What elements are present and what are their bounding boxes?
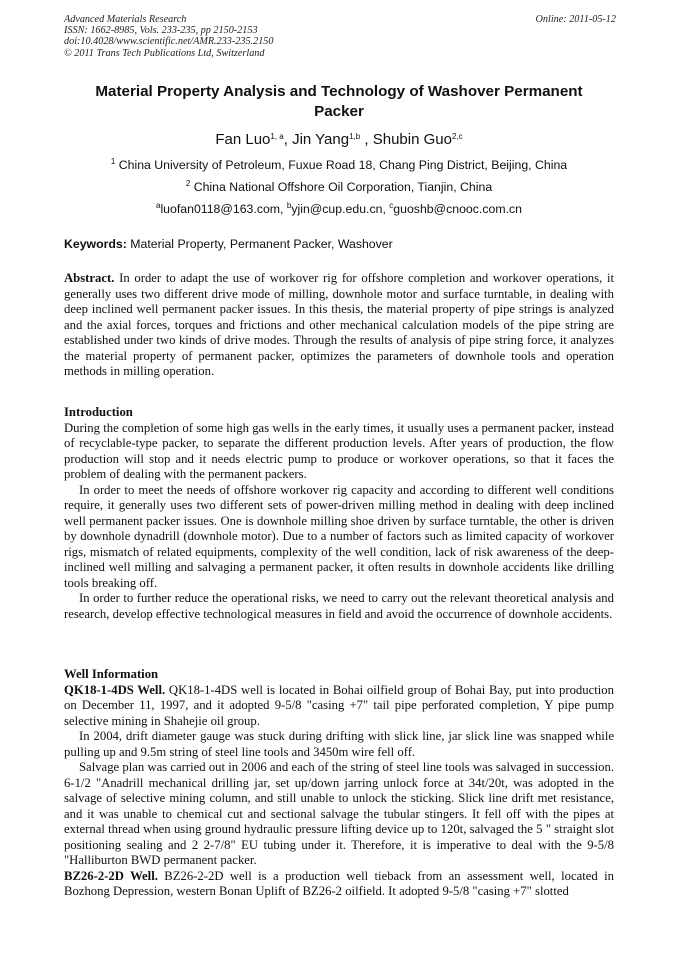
introduction-section	[64, 405, 614, 622]
email-text: guoshb@cnooc.com.cn	[393, 202, 522, 216]
author-name: Fan Luo	[215, 131, 271, 148]
affiliation-2	[64, 180, 614, 194]
email-superscript: a	[156, 201, 161, 210]
paragraph-qk18	[64, 683, 614, 730]
affiliation-1	[64, 158, 614, 172]
run-in-heading-qk18: QK18-1-4DS Well.	[64, 682, 166, 697]
affiliation-superscript: 1	[110, 157, 116, 166]
run-in-heading-bz26: BZ26-2-2D Well.	[64, 868, 158, 883]
author-superscript: 1, a	[270, 132, 284, 141]
paragraph-text: QK18-1-4DS well is located in Bohai oilfield group of Bohai Bay, put into production on December 11, 1997, and it adopted 9-5/8 "casing +7" tail pipe perforated completion, Y pipe pump selective mining in Shahejie oil group.	[64, 682, 614, 728]
doi-line: doi:10.4028/www.scientific.net/AMR.233-235.2150	[64, 36, 274, 48]
author-name: Jin Yang	[292, 131, 350, 148]
copyright-line: © 2011 Trans Tech Publications Ltd, Switzerland	[64, 47, 265, 59]
email-text: luofan0118@163.com,	[160, 202, 287, 216]
paragraph: In 2004, drift diameter gauge was stuck during drifting with slick line, jar slick line was snapped while pulling up and 9.5m string of steel line tools and 3450m wire fell off.	[64, 729, 614, 759]
online-date: Online: 2011-05-12	[535, 14, 616, 25]
journal-name: Advanced Materials Research	[64, 14, 187, 25]
keywords-line	[64, 237, 614, 251]
paper-title: Material Property Analysis and Technology of Washover Permanent Packer	[95, 83, 583, 120]
section-heading-well-information: Well Information	[64, 667, 159, 681]
abstract-text: In order to adapt the use of workover rig for offshore completion and workover operations, it generally uses two different drive mode of milling, downhole motor and surface turntable, in dealing with deep inclined well permanent packer issues. In this thesis, the material property of pipe strings is analyzed and the axial forces, torques and frictions and other mechanical calculation models of the pipe string are established under two kinds of drive modes. Through the results of analysis of pipe string force, it analyzes the material property of permanent packer, optimizes the parameters of downhole tools and operation methods in milling operation.	[64, 271, 614, 378]
keywords-text: Material Property, Permanent Packer, Washover	[126, 237, 393, 251]
paragraph-bz26	[64, 869, 614, 900]
paragraph: Salvage plan was carried out in 2006 and each of the string of steel line tools was salvaged in succession. 6-1/2 "Anadrill mechanical drilling jar, set up/down jarring unlock force at 34t/20t, was adopted in the salvage of selective mining column, and still unable to unlock the sticking. Slick line drift met resistance, and it was unable to chemical cut and sectional salvage the tubular stingers. It fell off with the pipes at external thread when using ground hydraulic pressure lifting device up to 120t, salvaged the 5 " straight slot positioning sealing and 2 2-7/8" EU tubing under it. Therefore, it is imperative to deal with the 9-5/8 "Halliburton BWD permanent packer.	[64, 760, 614, 867]
affiliation-superscript: 2	[185, 179, 191, 188]
email-list	[64, 202, 614, 216]
email-superscript: b	[286, 201, 292, 210]
author-name: Shubin Guo	[372, 131, 452, 148]
issn-line: ISSN: 1662-8985, Vols. 233-235, pp 2150-2153	[64, 25, 258, 37]
journal-header	[64, 14, 616, 59]
author-superscript: 1,b	[349, 132, 361, 141]
author-list: Fan Luo$^{1, a}$, Jin Yang$^{1,b}$ , Shubin Guo$^{2,c}$	[215, 131, 463, 148]
abstract-label: Abstract.	[64, 271, 115, 285]
affiliation-text: China National Offshore Oil Corporation, Tianjin, China	[193, 180, 493, 194]
paragraph: During the completion of some high gas wells in the early times, it usually uses a permanent packer, instead of recyclable-type packer, to separate the different production levels. After years of production, the flow production will stop and it needs electric pump to produce or workover operations, so that it faces the problem of dealing with the permanent packers.	[64, 420, 614, 481]
paragraph: In order to further reduce the operational risks, we need to carry out the relevant theoretical analysis and research, develop effective technological measures in field and avoid the occurrence of downhole accidents.	[64, 591, 614, 621]
paragraph-text: BZ26-2-2D well is a production well tieback from an assessment well, located in Bozhong Depression, western Bonan Uplift of BZ26-2 oilfield. It adopted 9-5/8 "casing +7" slotted	[64, 868, 614, 898]
affiliation-text: China University of Petroleum, Fuxue Road 18, Chang Ping District, Beijing, China	[118, 158, 568, 172]
well-information-section	[64, 667, 614, 900]
email-text: yjin@cup.edu.cn,	[291, 202, 390, 216]
keywords-label: Keywords:	[64, 237, 127, 251]
email-superscript: c	[389, 201, 394, 210]
paragraph: In order to meet the needs of offshore workover rig capacity and according to different well conditions require, it generally uses two different sets of power-driven milling method in dealing with deep inclined well permanent packer issues. One is downhole milling shoe driven by surface turntable, the other is driven by downhole dynadrill (downhole motor). Due to a number of factors such as limited capacity of workover rigs, mismatch of related equipments, complexity of the well condition, lack of risk awareness of the deep-inclined well milling and salvaging a permanent packer, it often results in downhole accidents like drilling tools breaking off.	[64, 482, 614, 590]
abstract-section	[64, 271, 614, 380]
section-heading-introduction: Introduction	[64, 405, 133, 419]
author-superscript: 2,c	[451, 132, 463, 141]
